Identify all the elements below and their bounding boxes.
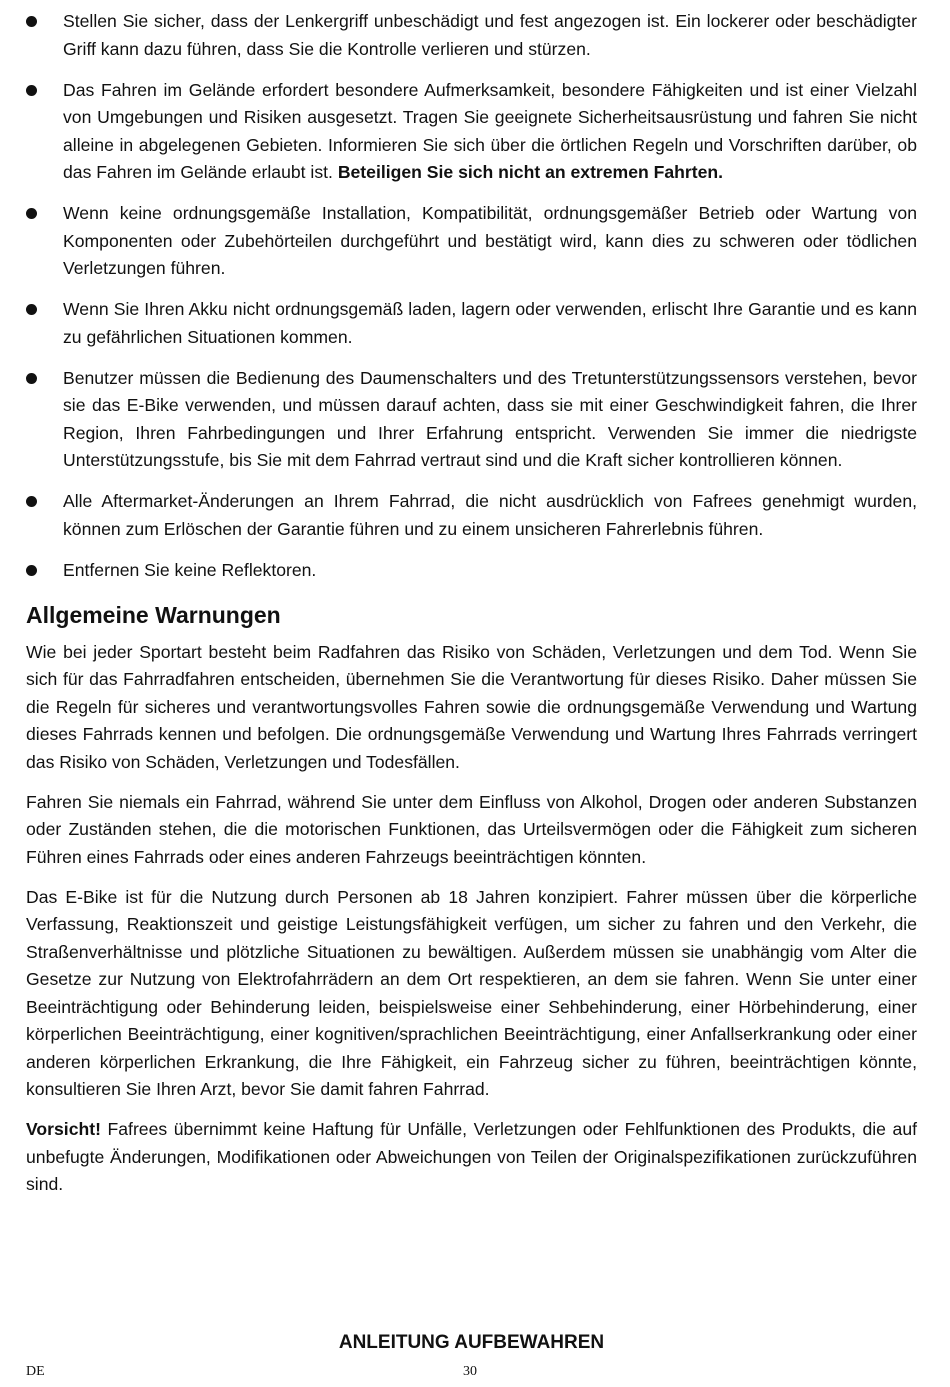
bullet-item (26, 200, 917, 283)
paragraph: Fahren Sie niemals ein Fahrrad, während Sie unter dem Einfluss von Alkohol, Drogen oder anderen Substanzen oder Zuständen stehen, die die motorischen Funktionen, das Urteilsvermögen oder die Fähigkeit zum sicheren Führen eines Fahrrads oder eines anderen Fahrzeugs beeinträchtigen könnten. (26, 791, 917, 867)
bullet-text: Alle Aftermarket-Änderungen an Ihrem Fahrrad, die nicht ausdrücklich von Fafrees genehmigt wurden, können zum Erlöschen der Garantie führen und zu einem unsicheren Fahrerlebnis führen. (63, 491, 917, 539)
bullet-dot-icon (26, 373, 37, 384)
bullet-item (26, 488, 917, 543)
bullet-item (26, 77, 917, 187)
bullet-text: Stellen Sie sicher, dass der Lenkergriff unbeschädigt und fest angezogen ist. Ein lockerer oder beschädigter Griff kann dazu führen, dass Sie die Kontrolle verlieren und stürzen. (63, 11, 917, 59)
bullet-dot-icon (26, 85, 37, 96)
manual-page (26, 8, 917, 1211)
paragraph: Das E-Bike ist für die Nutzung durch Personen ab 18 Jahren konzipiert. Fahrer müssen über die körperliche Verfassung, Reaktionszeit und geistige Leistungsfähigkeit verfügen, um sicher zu fahren und den Verkehr, die Straßenverhältnisse und plötzliche Situationen zu bewältigen. Außerdem müssen sie unabhängig vom Alter die Gesetze zur Nutzung von Elektrofahrrädern an dem Ort respektieren, an dem sie fahren. Wenn Sie unter einer Beeinträchtigung oder Behinderung leiden, beispielsweise einer Sehbehinderung, einer Hörbehinderung, einer körperlichen Beeinträchtigung, einer kognitiven/sprachlichen Beeinträchtigung, einer Anfallserkrankung oder einer anderen körperlichen Erkrankung, die Ihre Fähigkeit, ein Fahrzeug sicher zu führen, beeinträchtigen könnte, konsultieren Sie Ihren Arzt, bevor Sie damit fahren Fahrrad. (26, 886, 917, 1099)
bullet-dot-icon (26, 304, 37, 315)
bullet-text: Entfernen Sie keine Reflektoren. (63, 559, 317, 580)
page-number: 30 (463, 1364, 477, 1379)
bullet-text: Benutzer müssen die Bedienung des Daumenschalters und des Tretunterstützungssensors verstehen, bevor sie das E-Bike verwenden, und müssen darauf achten, dass sie mit einer Geschwindigkeit fahren, die Ihrer Region, Ihren Fahrbedingungen und Ihrer Erfahrung entspricht. Verwenden Sie immer die niedrigste Unterstützungsstufe, bis Sie mit dem Fahrrad vertraut sind und die Kraft sicher kontrollieren können. (63, 367, 917, 470)
bullet-text: Wenn keine ordnungsgemäße Installation, Kompatibilität, ordnungsgemäßer Betrieb oder Wartung von Komponenten oder Zubehörteilen durchgeführt und bestätigt wird, kann dies zu schweren oder tödlichen Verletzungen führen. (63, 203, 917, 278)
warning-bullet-list (26, 8, 917, 584)
bullet-dot-icon (26, 208, 37, 219)
bullet-item (26, 557, 917, 585)
section-heading: Allgemeine Warnungen (26, 601, 281, 628)
bullet-item (26, 365, 917, 475)
caution-paragraph (26, 1116, 917, 1199)
bullet-dot-icon (26, 496, 37, 507)
bullet-text: Das Fahren im Gelände erfordert besondere Aufmerksamkeit, besondere Fähigkeiten und ist einer Vielzahl von Umgebungen und Risiken ausgesetzt. Tragen Sie geeignete Sicherheitsausrüstung und fahren Sie nicht alleine in abgelegenen Gebieten. Informieren Sie sich über die örtlichen Regeln und Vorschriften darüber, ob das Fahren im Gelände erlaubt ist. (63, 79, 917, 182)
caution-label: Vorsicht! (26, 1119, 101, 1139)
footer-language: DE (26, 1364, 45, 1379)
bullet-text: Wenn Sie Ihren Akku nicht ordnungsgemäß laden, lagern oder verwenden, erlischt Ihre Garantie und es kann zu gefährlichen Situationen kommen. (63, 299, 917, 347)
bullet-item (26, 8, 917, 63)
bullet-item (26, 296, 917, 351)
bullet-bold-text: Beteiligen Sie sich nicht an extremen Fahrten. (337, 162, 724, 182)
paragraph: Wie bei jeder Sportart besteht beim Radfahren das Risiko von Schäden, Verletzungen und dem Tod. Wenn Sie sich für das Fahrradfahren entscheiden, übernehmen Sie die Verantwortung für dieses Risiko. Daher müssen Sie die Regeln für sicheres und verantwortungsvolles Fahren sowie die ordnungsgemäße Verwendung und Wartung dieses Fahrrads kennen und befolgen. Die ordnungsgemäße Verwendung und Wartung Ihres Fahrrads verringert das Risiko von Schäden, Verletzungen und Todesfällen. (26, 641, 917, 772)
caution-text: Fafrees übernimmt keine Haftung für Unfälle, Verletzungen oder Fehlfunktionen des Produkts, die auf unbefugte Änderungen, Modifikationen oder Abweichungen von Teilen der Originalspezifikationen zurückzuführen sind. (26, 1119, 917, 1194)
footer-title: ANLEITUNG AUFBEWAHREN (338, 1332, 605, 1353)
bullet-dot-icon (26, 565, 37, 576)
bullet-dot-icon (26, 16, 37, 27)
